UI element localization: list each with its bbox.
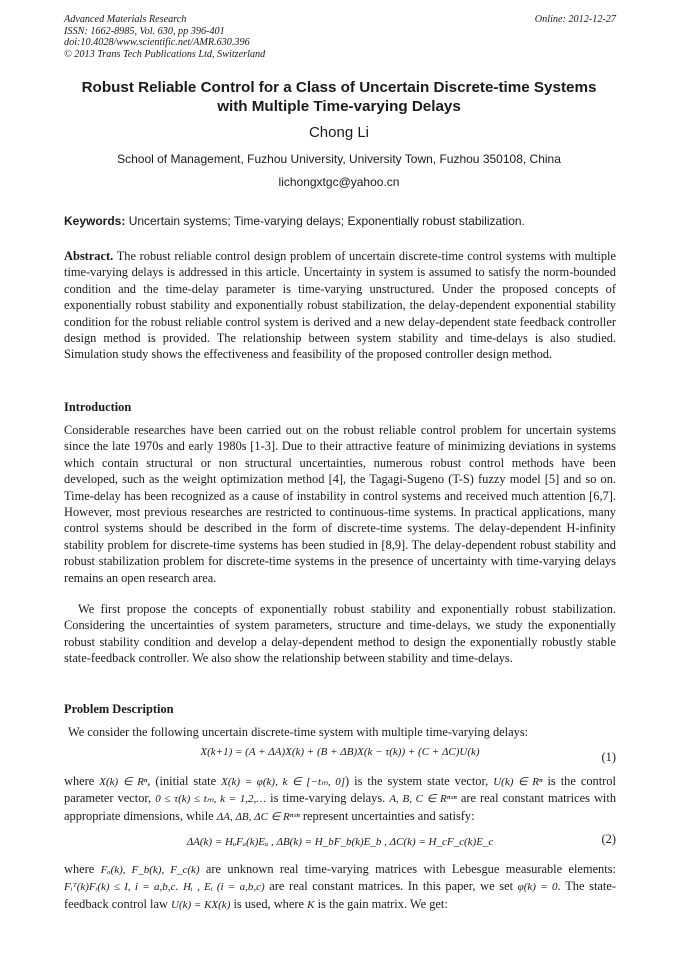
equation-1-number: (1) — [601, 750, 616, 764]
paper-title — [40, 78, 638, 116]
math-inline: K — [307, 898, 315, 911]
math-inline: Fᵢᵀ(k)Fᵢ(k) ≤ I, i = a,b,c — [64, 881, 176, 894]
text: is used, where — [233, 896, 305, 911]
section-heading-introduction: Introduction — [64, 400, 132, 414]
title-line-2: with Multiple Time-varying Delays — [217, 98, 461, 115]
affiliation: School of Management, Fuzhou University, University Town, Fuzhou 350108, China — [117, 152, 561, 166]
math-inline: Hᵢ , Eᵢ (i = a,b,c) — [183, 881, 265, 894]
copyright-line: © 2013 Trans Tech Publications Ltd, Switzerland — [64, 48, 266, 60]
equation-1 — [64, 744, 616, 764]
equation-2 — [64, 834, 616, 854]
problem-intro: We consider the following uncertain discrete-time system with multiple time-varying delays: — [68, 725, 529, 739]
text: is time-varying delays. — [270, 791, 386, 806]
math-inline: 0 ≤ τ(k) ≤ tₘ, k = 1,2,… — [155, 793, 267, 806]
math-inline: X(k) = φ(k), k ∈ [−tₘ, 0] — [221, 776, 346, 788]
text: represent uncertainties and satisfy: — [302, 808, 475, 823]
keywords-text: Uncertain systems; Time-varying delays; Exponentially robust stabilization. — [128, 214, 525, 228]
section-heading-problem: Problem Description — [64, 702, 174, 716]
where-paragraph-2 — [64, 861, 616, 913]
equation-1-expression: X(k+1) = (A + ΔA)X(k) + (B + ΔB)X(k − τ(k)) + (C + ΔC)U(k) — [200, 746, 480, 758]
journal-name: Advanced Materials Research — [64, 14, 187, 25]
where-paragraph-1 — [64, 773, 616, 825]
intro-paragraph-2: We first propose the concepts of exponentially robust stability and exponentially robust stabilization. Considering the uncertainties of system parameters, structure and time-delays, we study the exponentially robust stability condition and develop a delay-dependent method to design the exponentially robustly stable state-feedback controller. We also show the relationship between stability and time-delays. — [64, 602, 616, 666]
math-inline: ΔA, ΔB, ΔC ∈ Rⁿˣⁿ — [216, 810, 300, 823]
keywords — [64, 214, 616, 228]
title-line-1: Robust Reliable Control for a Class of Uncertain Discrete-time Systems — [81, 79, 597, 96]
text: where — [64, 774, 95, 788]
equation-2-expression: ΔA(k) = HₐFₐ(k)Eₐ , ΔB(k) = H_bF_b(k)E_b , ΔC(k) = H_cF_c(k)E_c — [186, 836, 494, 848]
author-email: lichongxtgc@yahoo.cn — [278, 175, 400, 189]
abstract-text: The robust reliable control design problem of uncertain discrete-time control systems with multiple time-varying delays is addressed in this article. Uncertainty in system is assumed to satisfy the norm-bounded condition and the time-delay parameter is time-varying unstructured. Under the proposed concepts of exponentially robust stability and exponentially robust stabilization, the delay-dependent exponential stability condition for the robust reliable control system is derived and a new delay-dependent state feedback controller design method is provided. The relationship between system stability and time-delays is also studied. Simulation study shows the effectiveness and feasibility of the proposed controller design method. — [64, 249, 616, 362]
author-name: Chong Li — [308, 124, 370, 141]
text: is the control parameter vector, — [64, 774, 616, 806]
abstract — [64, 248, 616, 363]
math-inline: A, B, C ∈ Rⁿˣⁿ — [389, 793, 457, 806]
text: . The state-feedback control law — [64, 879, 616, 911]
text: is the gain matrix. We get: — [317, 896, 448, 911]
text: where — [64, 862, 95, 876]
math-inline: U(k) ∈ Rⁿ — [493, 776, 543, 788]
text: , (initial state — [147, 774, 217, 788]
issn-line: ISSN: 1662-8985, Vol. 630, pp 396-401 — [64, 25, 225, 37]
math-inline: X(k) ∈ Rⁿ — [99, 776, 148, 788]
text: . — [175, 879, 179, 894]
math-inline: U(k) = KX(k) — [171, 898, 231, 911]
math-inline: Fₐ(k), F_b(k), F_c(k) — [100, 864, 200, 876]
keywords-label: Keywords: — [64, 214, 126, 228]
math-inline: φ(k) = 0 — [517, 881, 558, 894]
text: are real constant matrices with appropriate dimensions, while — [64, 791, 617, 823]
text: ) is the system state vector, — [345, 774, 489, 788]
equation-2-number: (2) — [601, 832, 616, 846]
text: are unknown real time-varying matrices with Lebesgue measurable elements: — [205, 862, 616, 876]
intro-paragraph-1: Considerable researches have been carried out on the robust reliable control problem for uncertain systems since the late 1970s and early 1980s [1-3]. Due to their attractive feature of minimizing deviations in systems which contain structural or non structural uncertainties, numerous robust control methods have been developed, such as the weight optimization method [4], the Tagagi-Sugeno (T-S) fuzzy model [5] and so on. Time-delay has been recognized as a cause of instability in control systems and received much attention [6,7]. However, most previous researches are restricted to continuous-time systems. In practical applications, many control systems should be described in the form of discrete-time systems. The delay-dependent H-infinity stability problem for discrete-time systems has been studied in [8,9]. The delay-dependent robust stability and robust stabilization problem for discrete-time systems in the presence of uncertainty with time-varying delays remains an open research area. — [64, 423, 616, 585]
journal-header — [64, 14, 616, 60]
text: are real constant matrices. In this paper, we set — [269, 879, 514, 894]
doi-line: doi:10.4028/www.scientific.net/AMR.630.396 — [64, 37, 250, 49]
abstract-label: Abstract. — [64, 249, 114, 263]
online-date: Online: 2012-12-27 — [534, 14, 616, 25]
